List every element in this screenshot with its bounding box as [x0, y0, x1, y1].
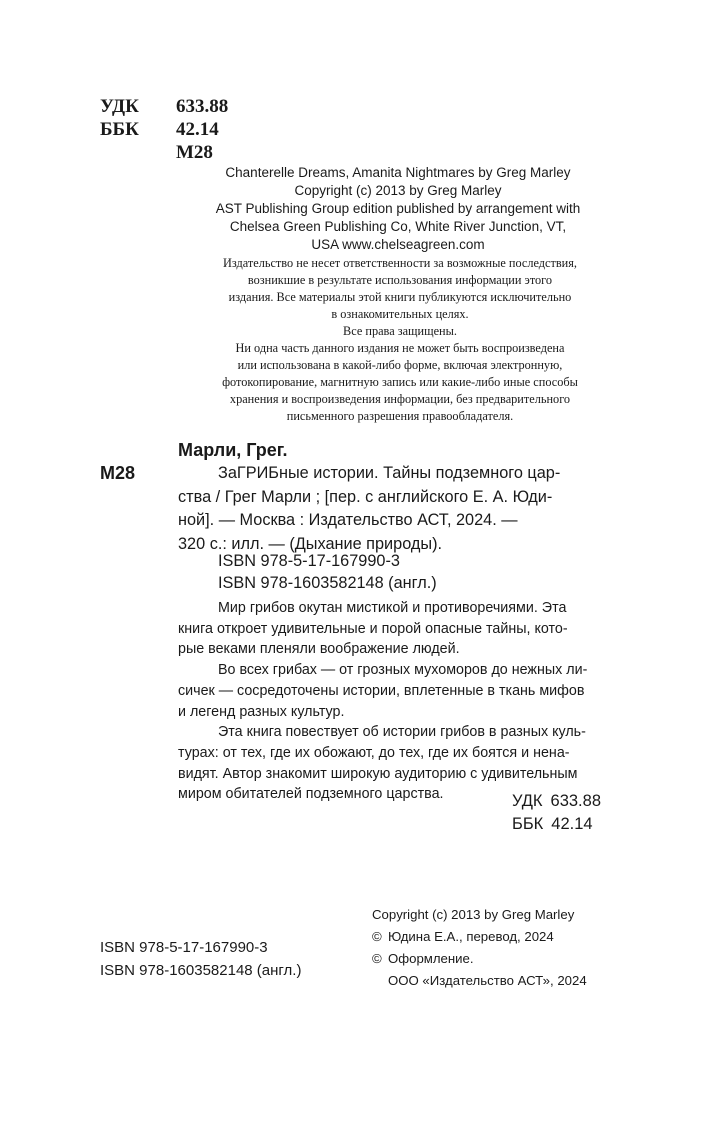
biblio-line: ства / Грег Марли ; [пер. с английского Е. А. Юди-	[178, 487, 553, 506]
udk-label: УДК	[100, 96, 139, 117]
annotation-line: Мир грибов окутан мистикой и противоречиями. Эта	[218, 600, 567, 616]
entry-code: М28	[100, 463, 136, 483]
classification-bottom	[512, 790, 601, 836]
isbn-line: ISBN 978-1603582148 (англ.)	[100, 962, 302, 979]
annotation-line: рые веками пленяли воображение людей.	[178, 641, 460, 658]
rights-line: фотокопирование, магнитную запись или какие-либо иные способы	[222, 375, 578, 389]
isbn-line: ISBN 978-5-17-167990-3	[100, 939, 268, 956]
credits-line: Chanterelle Dreams, Amanita Nightmares by Greg Marley	[225, 165, 571, 180]
bbk-label: ББК	[100, 119, 139, 140]
udk-value: 633.88	[176, 96, 229, 117]
credits-line: Copyright (c) 2013 by Greg Marley	[294, 183, 502, 198]
credits-line: Chelsea Green Publishing Co, White River Junction, VT,	[229, 219, 567, 234]
annotation-line: миром обитателей подземного царства.	[178, 786, 444, 803]
footer-isbn	[100, 936, 301, 982]
copyright-item: © Оформление.	[372, 948, 587, 970]
biblio-line: ной]. — Москва : Издательство АСТ, 2024. —	[178, 511, 518, 529]
rights-line: или использована в какой-либо форме, включая электронную,	[237, 358, 563, 372]
annotation-line: Эта книга повествует об истории грибов в разных куль-	[218, 724, 586, 741]
credits-line: AST Publishing Group edition published by arrangement with	[215, 201, 581, 216]
copyright-symbol: ©	[372, 929, 382, 944]
entry-isbn	[218, 550, 437, 594]
disclaimer	[170, 255, 630, 323]
isbn-line: ISBN 978-5-17-167990-3	[218, 552, 400, 570]
rights-line: письменного разрешения правообладателя.	[286, 409, 514, 423]
annotation-line: турах: от тех, где их обожают, до тех, где их боятся и нена-	[178, 744, 570, 761]
copyright-line: Copyright (c) 2013 by Greg Marley	[372, 907, 575, 922]
copyright-symbol: ©	[372, 951, 382, 966]
annotation	[178, 598, 618, 805]
original-credits	[178, 164, 618, 254]
bbk-bottom: ББК 42.14	[512, 815, 593, 833]
annotation-line: Во всех грибах — от грозных мухоморов до нежных ли-	[218, 662, 588, 679]
biblio-line: ЗаГРИБные истории. Тайны подземного цар-	[218, 464, 561, 482]
disclaimer-line: Издательство не несет ответственности за возможные последствия,	[222, 256, 577, 270]
annotation-line: сичек — сосредоточены истории, вплетенные в ткань мифов	[178, 682, 585, 699]
disclaimer-line: в ознакомительных целях.	[331, 307, 469, 321]
bbk-value: 42.14	[176, 119, 219, 140]
rights-notice	[155, 323, 645, 425]
rights-line: Все права защищены.	[343, 324, 457, 338]
annotation-line: видят. Автор знакомит широкую аудиторию с удивительным	[178, 765, 578, 782]
disclaimer-line: издания. Все материалы этой книги публикуются исключительно	[228, 290, 572, 304]
author-sign: М28	[176, 142, 213, 163]
annotation-line: книга откроет удивительные и порой опасные тайны, кото-	[178, 620, 568, 637]
disclaimer-line: возникшие в результате использования информации этого	[247, 273, 553, 287]
entry-author: Марли, Грег.	[178, 440, 288, 460]
isbn-line: ISBN 978-1603582148 (англ.)	[218, 574, 437, 592]
footer-copyright	[372, 904, 587, 992]
copyright-item: © Юдина Е.А., перевод, 2024	[372, 926, 587, 948]
annotation-line: и легенд разных культур.	[178, 703, 345, 720]
udk-bottom: УДК 633.88	[512, 792, 601, 810]
credits-line: USA www.chelseagreen.com	[311, 237, 485, 252]
rights-line: хранения и воспроизведения информации, без предварительного	[229, 392, 571, 406]
rights-line: Ни одна часть данного издания не может быть воспроизведена	[235, 341, 565, 355]
copyright-item: ООО «Издательство АСТ», 2024	[388, 973, 587, 988]
bibliographic-description	[178, 462, 618, 556]
biblio-line: 320 с.: илл. — (Дыхание природы).	[178, 534, 443, 553]
